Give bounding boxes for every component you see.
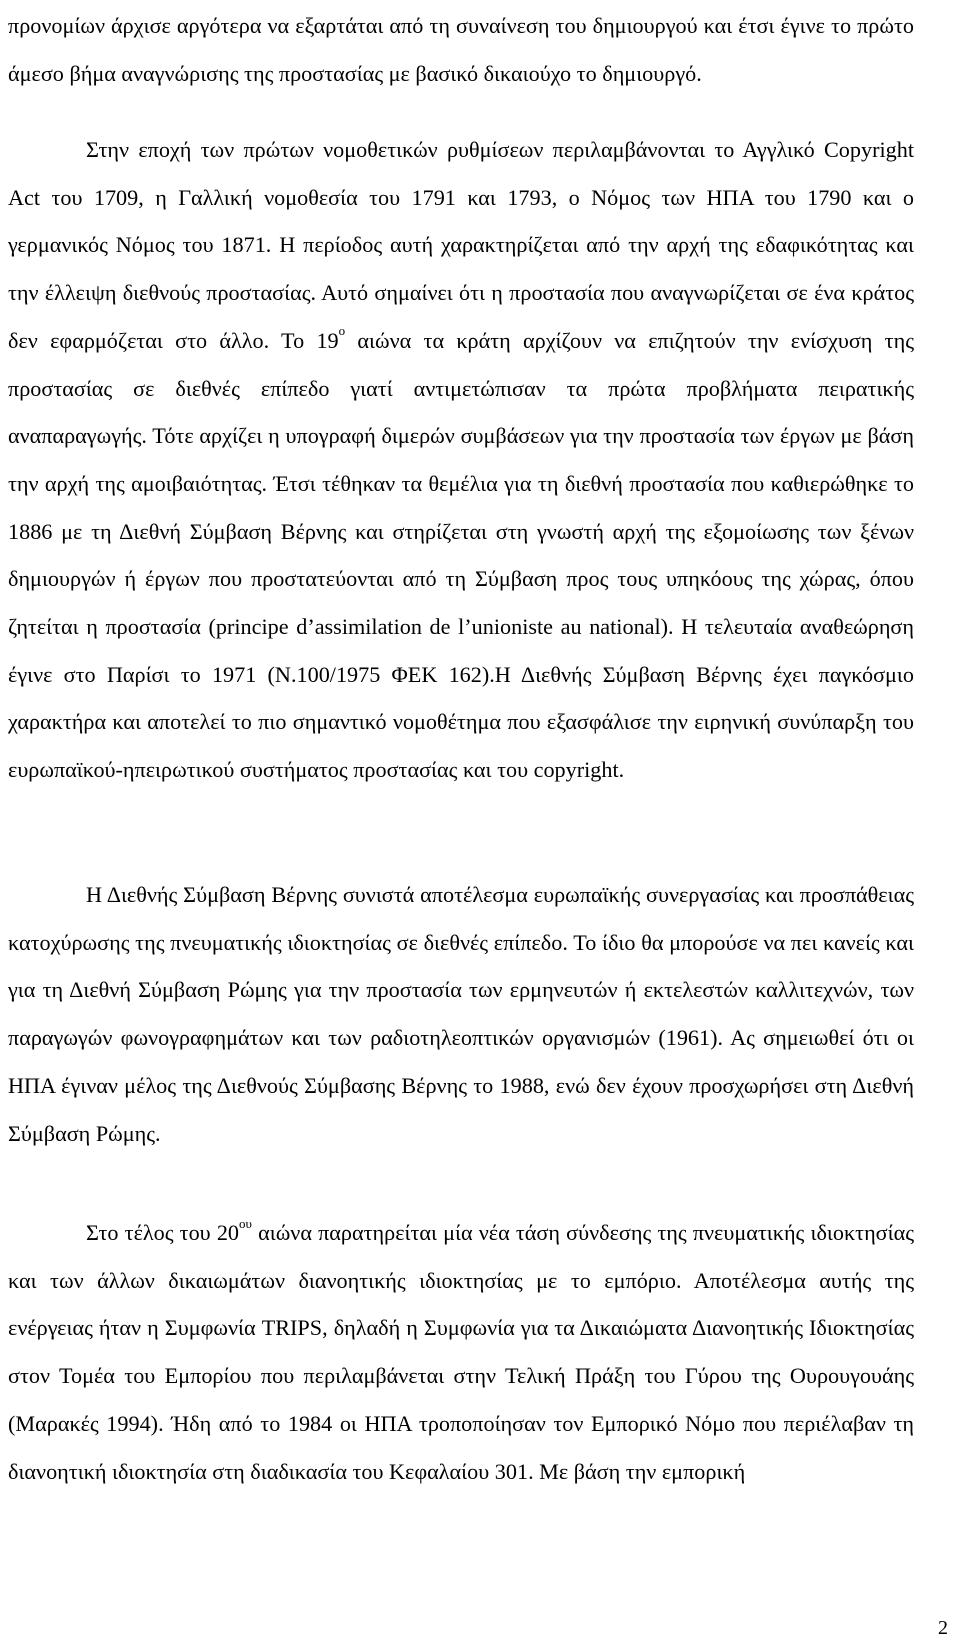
paragraph-text: Στο τέλος του 20: [86, 1220, 240, 1245]
paragraph-trips-agreement: [8, 1209, 914, 1495]
paragraph-text: προνομίων άρχισε αργότερα να εξαρτάται από τη συναίνεση του δημιουργού και έτσι έγινε το πρώτο άμεσο βήμα αναγνώρισης της προστασίας με βασικό δικαιούχο το δημιουργό.: [8, 13, 914, 86]
ordinal-superscript: ου: [239, 1215, 252, 1231]
page-number: 2: [938, 1617, 948, 1639]
paragraph-text: Στην εποχή των πρώτων νομοθετικών ρυθμίσεων περιλαμβάνονται το Αγγλικό Copyright Act του 1709, η Γαλλική νομοθεσία του 1791 και 1793, ο Νόμος των ΗΠΑ του 1790 και ο γερμανικός Νόμος του 1871. Η περίοδος αυτή χαρακτηρίζεται από την αρχή της εδαφικότητας και την έλλειψη διεθνούς προστασίας. Αυτό σημαίνει ότι η προστασία που αναγνωρίζεται σε ένα κράτος δεν εφαρμόζεται στο άλλο. Το 19: [8, 137, 914, 353]
paragraph-text: αιώνα παρατηρείται μία νέα τάση σύνδεσης της πνευματικής ιδιοκτησίας και των άλλων δικαιωμάτων διανοητικής ιδιοκτησίας με το εμπόριο. Αποτέλεσμα αυτής της ενέργειας ήταν η Συμφωνία TRIPS, δηλαδή η Συμφωνία για τα Δικαιώματα Διανοητικής Ιδιοκτησίας στον Τομέα του Εμπορίου που περιλαμβάνεται στην Τελική Πράξη του Γύρου της Ουρουγουάης (Μαρακές 1994). Ήδη από το 1984 οι ΗΠΑ τροποποίησαν τον Εμπορικό Νόμο που περιέλαβαν τη διανοητική ιδιοκτησία στη διαδικασία του Κεφαλαίου 301. Με βάση την εμπορική: [8, 1220, 915, 1484]
paragraph-text: αιώνα τα κράτη αρχίζουν να επιζητούν την ενίσχυση της προστασίας σε διεθνές επίπεδο γιατί αντιμετώπισαν τα πρώτα προβλήματα πειρατικής αναπαραγωγής. Τότε αρχίζει η υπογραφή διμερών συμβάσεων για την προστασία των έργων με βάση την αρχή της αμοιβαιότητας. Έτσι τέθηκαν τα θεμέλια για τη διεθνή προστασία που καθιερώθηκε το 1886 με τη Διεθνή Σύμβαση Βέρνης και στηρίζεται στη γνωστή αρχή της εξομοίωσης των ξένων δημιουργών ή έργων που προστατεύονται από τη Σύμβαση προς τους υπηκόους της χώρας, όπου ζητείται η προστασία (principe d’assimilation de l’unioniste au national). Η τελευταία αναθεώρηση έγινε στο Παρίσι το 1971 (Ν.100/1975 ΦΕΚ 162).Η Διεθνής Σύμβαση Βέρνης έχει παγκόσμιο χαρακτήρα και αποτελεί το πιο σημαντικό νομοθέτημα που εξασφάλισε την ειρηνική συνύπαρξη του ευρωπαϊκού-ηπειρωτικού συστήματος προστασίας και του copyright.: [8, 327, 914, 783]
paragraph-privileges: [8, 2, 914, 97]
paragraph-text: Η Διεθνής Σύμβαση Βέρνης συνιστά αποτέλεσμα ευρωπαϊκής συνεργασίας και προσπάθειας κατοχύρωσης της πνευματικής ιδιοκτησίας σε διεθνές επίπεδο. Το ίδιο θα μπορούσε να πει κανείς και για τη Διεθνή Σύμβαση Ρώμης για την προστασία των ερμηνευτών ή εκτελεστών καλλιτεχνών, των παραγωγών φωνογραφημάτων και των ραδιοτηλεοπτικών οργανισμών (1961). Ας σημειωθεί ότι οι ΗΠΑ έγιναν μέλος της Διεθνούς Σύμβασης Βέρνης το 1988, ενώ δεν έχουν προσχωρήσει στη Διεθνή Σύμβαση Ρώμης.: [8, 882, 914, 1146]
ordinal-superscript: ο: [338, 323, 346, 339]
paragraph-berne-convention: [8, 871, 914, 1157]
paragraph-legislation-history: [8, 126, 914, 794]
